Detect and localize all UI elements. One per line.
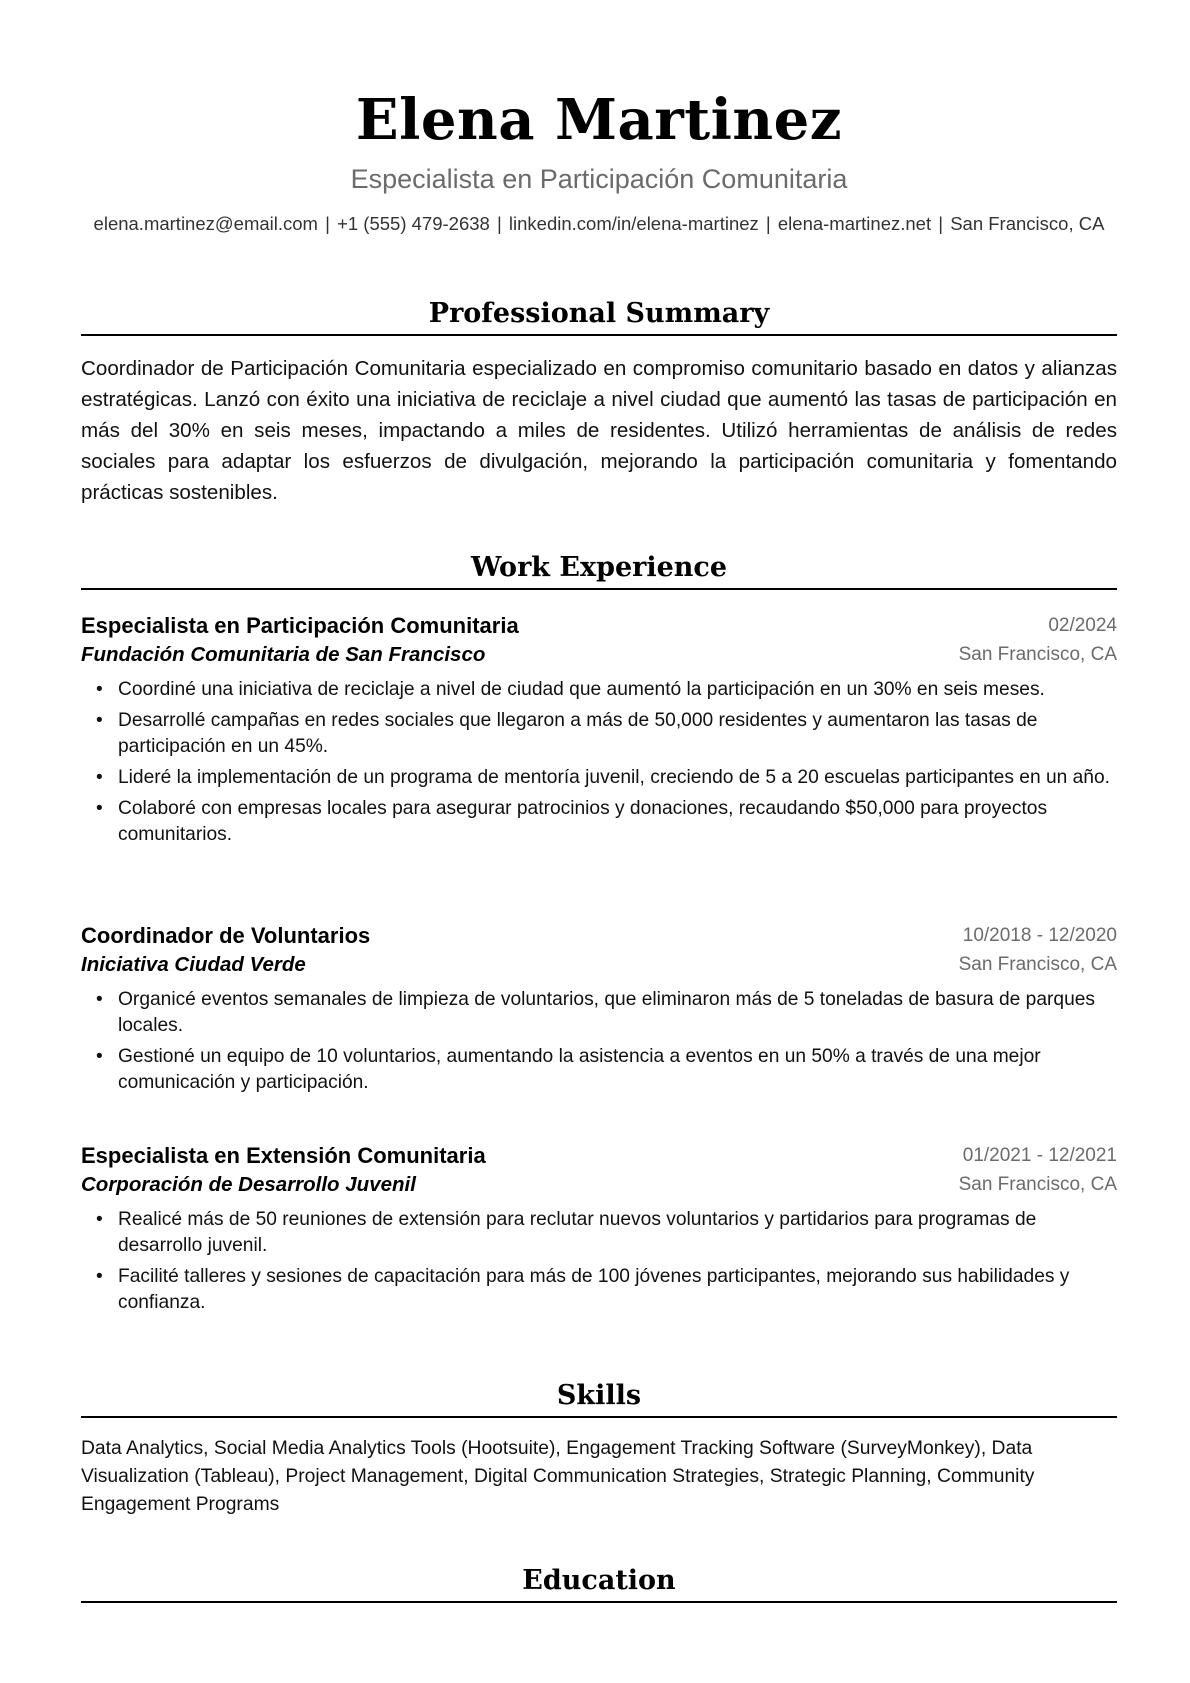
summary-text: Coordinador de Participación Comunitaria especializado en compromiso comunitario basado en datos y alianzas estratégicas. Lanzó con éxito una iniciativa de reciclaje a nivel ciudad que aumentó las tasas de participación en más del 30% en seis meses, impactando a miles de residentes. Utilizó herramientas de análisis de redes sociales para adaptar los esfuerzos de divulgación, mejorando la participación comunitaria y fomentando prácticas sostenibles. xyxy=(81,357,1117,504)
section-heading-education: Education xyxy=(81,1563,1117,1603)
contact-line xyxy=(81,212,1117,235)
job-bullet: • Gestioné un equipo de 10 voluntarios, aumentando la asistencia a eventos en un 50% a través de una mejor comunicación y participación. xyxy=(81,1044,1117,1096)
job-dates: 02/2024 xyxy=(1048,615,1117,636)
job-bullet: • Lideré la implementación de un programa de mentoría juvenil, creciendo de 5 a 20 escuelas participantes en un año. xyxy=(81,765,1117,791)
contact-separator: | xyxy=(325,213,330,234)
job-bullets xyxy=(81,677,1117,848)
contact-location: San Francisco, CA xyxy=(950,213,1105,234)
job-location: San Francisco, CA xyxy=(958,644,1117,665)
contact-separator: | xyxy=(765,213,771,234)
candidate-name: Elena Martinez xyxy=(355,87,843,153)
job-bullet: • Organicé eventos semanales de limpieza de voluntarios, que eliminaron más de 5 toneladas de basura de parques locales. xyxy=(81,987,1117,1039)
job-entry xyxy=(81,921,1117,1101)
section-heading-skills: Skills xyxy=(81,1378,1117,1418)
job-bullet: • Coordiné una iniciativa de reciclaje a nivel de ciudad que aumentó la participación en un 30% en seis meses. xyxy=(81,677,1117,703)
job-entry xyxy=(81,1141,1117,1321)
job-title: Coordinador de Voluntarios xyxy=(81,923,371,948)
job-location: San Francisco, CA xyxy=(958,954,1117,975)
job-title: Especialista en Extensión Comunitaria xyxy=(81,1143,486,1168)
job-bullet: • Desarrollé campañas en redes sociales que llegaron a más de 50,000 residentes y aumentaron las tasas de participación en un 45%. xyxy=(81,708,1117,760)
skills-text: Data Analytics, Social Media Analytics Tools (Hootsuite), Engagement Tracking Software (SurveyMonkey), Data Visualization (Tableau), Project Management, Digital Communication Strategies, Strategic Planning, Community Engagement Programs xyxy=(81,1438,1035,1515)
job-bullets xyxy=(81,987,1117,1096)
candidate-title: Especialista en Participación Comunitaria xyxy=(350,164,848,194)
section-heading-experience: Work Experience xyxy=(81,550,1117,590)
contact-email: elena.martinez@email.com xyxy=(93,213,318,234)
job-company: Corporación de Desarrollo Juvenil xyxy=(81,1173,416,1196)
job-entry xyxy=(81,611,1117,853)
job-dates: 10/2018 - 12/2020 xyxy=(962,925,1117,946)
job-bullet: • Realicé más de 50 reuniones de extensión para reclutar nuevos voluntarios y partidarios para programas de desarrollo juvenil. xyxy=(81,1207,1117,1259)
job-company: Fundación Comunitaria de San Francisco xyxy=(81,643,486,666)
contact-phone: +1 (555) 479-2638 xyxy=(337,213,490,234)
job-bullets xyxy=(81,1207,1117,1316)
job-dates: 01/2021 - 12/2021 xyxy=(962,1145,1117,1166)
job-location: San Francisco, CA xyxy=(958,1174,1117,1195)
contact-separator: | xyxy=(496,213,502,234)
job-company: Iniciativa Ciudad Verde xyxy=(81,953,306,976)
section-heading-summary: Professional Summary xyxy=(81,296,1117,336)
contact-linkedin: linkedin.com/in/elena-martinez xyxy=(508,213,759,234)
contact-website: elena-martinez.net xyxy=(777,213,932,234)
contact-separator: | xyxy=(938,213,944,234)
job-bullet: • Facilité talleres y sesiones de capacitación para más de 100 jóvenes participantes, mejorando sus habilidades y confianza. xyxy=(81,1264,1117,1316)
job-title: Especialista en Participación Comunitaria xyxy=(81,613,519,638)
job-bullet: • Colaboré con empresas locales para asegurar patrocinios y donaciones, recaudando $50,000 para proyectos comunitarios. xyxy=(81,796,1117,848)
